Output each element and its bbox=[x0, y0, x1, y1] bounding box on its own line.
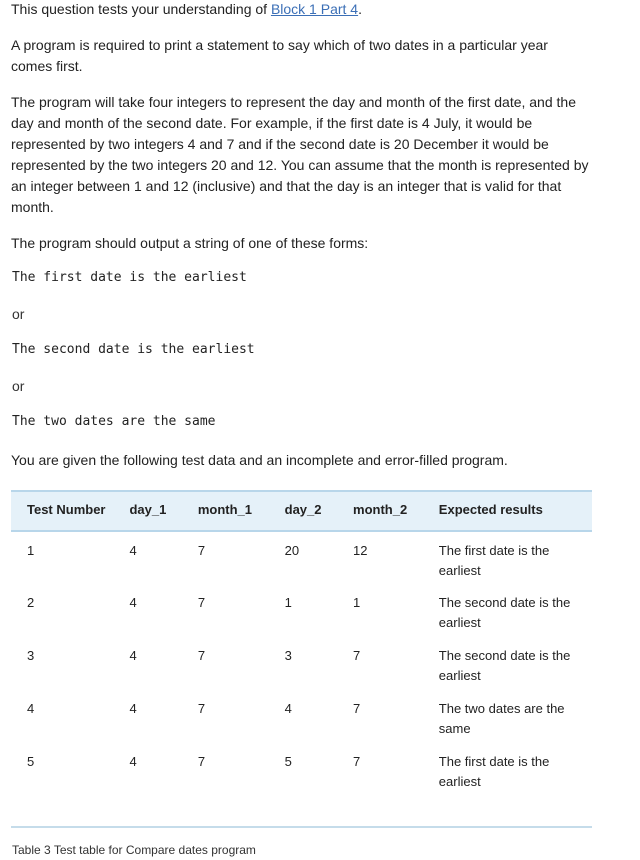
paragraph-test-data-intro: You are given the following test data and an incomplete and error-filled program. bbox=[11, 452, 508, 468]
block-part-link[interactable]: Block 1 Part 4 bbox=[270, 1, 359, 17]
intro-text bbox=[11, 0, 362, 20]
test-table bbox=[11, 490, 592, 805]
cell-month-2: 1 bbox=[353, 595, 361, 610]
cell-test-number: 3 bbox=[27, 648, 35, 663]
header-day-1: day_1 bbox=[129, 491, 197, 531]
table-bottom-border bbox=[11, 826, 592, 828]
cell-expected: The second date is the earliest bbox=[438, 595, 571, 630]
table-caption: Table 3 Test table for Compare dates program bbox=[12, 843, 256, 857]
paragraph-output-forms: The program should output a string of one of these forms: bbox=[11, 235, 369, 251]
cell-month-1: 7 bbox=[197, 754, 206, 769]
cell-day-1: 4 bbox=[129, 701, 137, 716]
cell-day-2: 20 bbox=[284, 543, 300, 558]
cell-day-1: 4 bbox=[129, 648, 137, 663]
header-month-2: month_2 bbox=[353, 491, 439, 531]
cell-month-2: 7 bbox=[353, 754, 361, 769]
cell-day-2: 3 bbox=[284, 648, 292, 663]
table-row bbox=[11, 646, 592, 699]
cell-day-2: 1 bbox=[284, 595, 292, 610]
header-day-2: day_2 bbox=[285, 491, 353, 531]
output-form-same: The two dates are the same bbox=[12, 414, 216, 429]
table-header-row bbox=[11, 491, 592, 531]
cell-expected: The second date is the earliest bbox=[438, 648, 571, 683]
intro-prefix: This question tests your understanding of bbox=[11, 1, 271, 17]
output-form-second: The second date is the earliest bbox=[12, 342, 255, 357]
cell-month-1: 7 bbox=[197, 595, 206, 610]
header-month-1: month_1 bbox=[198, 491, 285, 531]
cell-expected: The two dates are the same bbox=[438, 701, 565, 736]
cell-month-2: 12 bbox=[353, 543, 368, 558]
table-row bbox=[11, 752, 592, 805]
cell-day-1: 4 bbox=[129, 595, 137, 610]
cell-test-number: 2 bbox=[27, 595, 35, 610]
cell-expected: The first date is the earliest bbox=[438, 754, 550, 789]
or-separator: or bbox=[12, 378, 25, 394]
output-form-first: The first date is the earliest bbox=[12, 270, 247, 285]
cell-day-1: 4 bbox=[129, 754, 137, 769]
cell-expected: The first date is the earliest bbox=[438, 543, 550, 578]
cell-month-2: 7 bbox=[353, 701, 361, 716]
table-row bbox=[11, 593, 592, 646]
table-row bbox=[11, 531, 592, 593]
cell-test-number: 1 bbox=[27, 543, 35, 558]
cell-month-1: 7 bbox=[197, 648, 206, 663]
cell-day-1: 4 bbox=[129, 543, 137, 558]
intro-suffix: . bbox=[358, 1, 362, 17]
cell-day-2: 4 bbox=[284, 701, 292, 716]
paragraph-requirement: A program is required to print a statement to say which of two dates in a particular year comes first. bbox=[11, 37, 548, 74]
or-separator: or bbox=[12, 306, 25, 322]
cell-test-number: 5 bbox=[27, 754, 35, 769]
cell-month-1: 7 bbox=[197, 701, 206, 716]
cell-month-2: 7 bbox=[353, 648, 361, 663]
cell-month-1: 7 bbox=[197, 543, 206, 558]
header-test-number: Test Number bbox=[11, 491, 129, 531]
header-expected-results: Expected results bbox=[439, 491, 592, 531]
cell-test-number: 4 bbox=[27, 701, 35, 716]
table-row bbox=[11, 699, 592, 752]
paragraph-input-description: The program will take four integers to represent the day and month of the first date, and the day and month of the second date. For example, if the first date is 4 July, it would be represented by two integers 4 and 7 and if the second date is 20 December it would be represented by the two integers 20 and 12. You can assume that the month is represented by an integer between 1 and 12 (inclusive) and that the day is an integer that is valid for that month. bbox=[11, 94, 589, 215]
cell-day-2: 5 bbox=[284, 754, 292, 769]
